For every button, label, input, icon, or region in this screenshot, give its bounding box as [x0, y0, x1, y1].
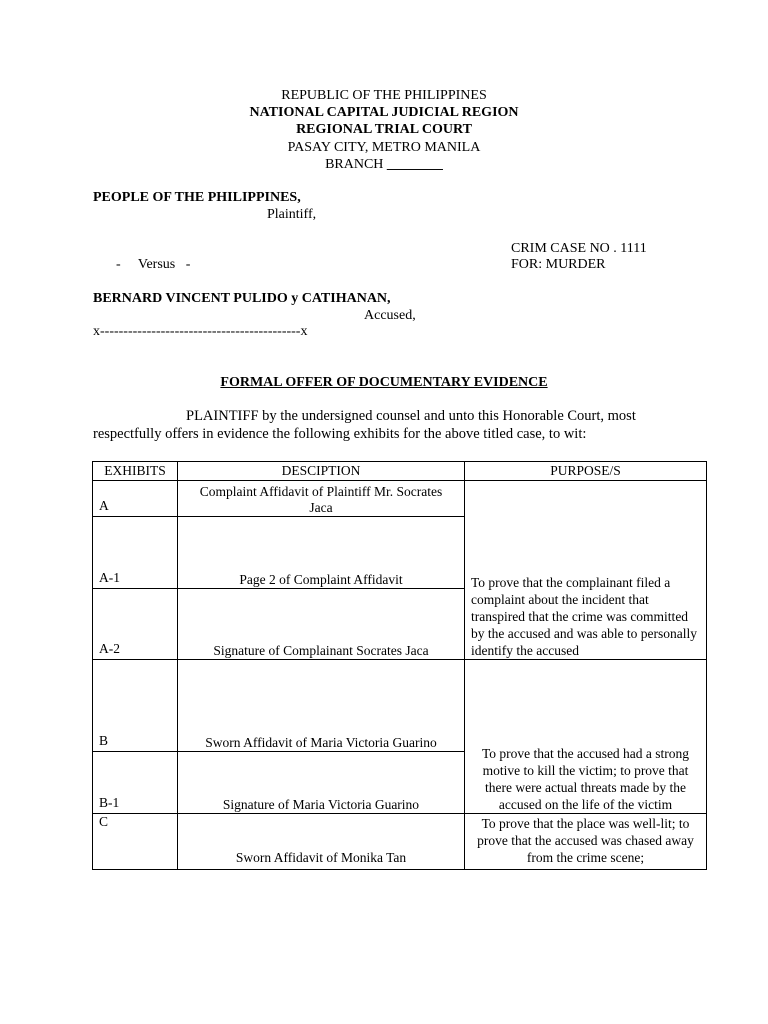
accused-name: BERNARD VINCENT PULIDO y CATIHANAN,: [93, 291, 391, 306]
description-cell: Page 2 of Complaint Affidavit: [178, 517, 465, 589]
purpose-text: To prove that the complainant filed a complaint about the incident that transpired that the crime was committed by the accused and was able to personally identify the accused: [471, 575, 698, 658]
caption-court: REGIONAL TRIAL COURT: [296, 122, 472, 137]
plaintiff-name: PEOPLE OF THE PHILIPPINES,: [93, 190, 301, 205]
intro-line-1: PLAINTIFF by the undersigned counsel and unto this Honorable Court, most: [186, 408, 636, 424]
exhibit-cell: C: [93, 814, 178, 870]
table-header-row: [93, 462, 707, 481]
case-charge: FOR: MURDER: [511, 257, 606, 272]
exhibit-cell: B-1: [93, 752, 178, 814]
accused-role: Accused,: [364, 308, 416, 323]
description-cell: Signature of Complainant Socrates Jaca: [178, 589, 465, 660]
purpose-text: To prove that the place was well-lit; to prove that the accused was chased away from the crime scene;: [477, 816, 694, 865]
table-row: [93, 481, 707, 517]
case-number: CRIM CASE NO . 1111: [511, 241, 647, 256]
exhibit-cell: B: [93, 660, 178, 752]
plaintiff-role: Plaintiff,: [267, 207, 317, 222]
purpose-cell: [465, 814, 707, 870]
caption-divider: x-------------------------------------------x: [93, 324, 308, 339]
exhibit-cell: A-1: [93, 517, 178, 589]
exhibit-cell: A-2: [93, 589, 178, 660]
purpose-cell: [465, 660, 707, 814]
header-purposes: PURPOSE/S: [465, 462, 707, 481]
caption-region: NATIONAL CAPITAL JUDICIAL REGION: [249, 105, 519, 120]
branch-label: BRANCH: [325, 157, 384, 172]
caption-city: PASAY CITY, METRO MANILA: [287, 140, 481, 155]
exhibit-cell: A: [93, 481, 178, 517]
document-title: FORMAL OFFER OF DOCUMENTARY EVIDENCE: [220, 375, 548, 390]
table-row: [93, 814, 707, 870]
description-cell: Signature of Maria Victoria Guarino: [178, 752, 465, 814]
header-description: DESCIPTION: [178, 462, 465, 481]
table-row: [93, 660, 707, 752]
intro-line-2: respectfully offers in evidence the following exhibits for the above titled case, to wit:: [93, 426, 587, 442]
description-cell: Sworn Affidavit of Monika Tan: [178, 814, 465, 870]
branch-blank: ________: [386, 157, 443, 172]
caption-branch: [0, 156, 768, 173]
caption-republic: REPUBLIC OF THE PHILIPPINES: [281, 88, 487, 103]
purpose-text: To prove that the accused had a strong motive to kill the victim; to prove that there were actual threats made by the accused on the life of the victim: [481, 746, 690, 812]
intro-paragraph: [93, 407, 708, 443]
description-cell: Complaint Affidavit of Plaintiff Mr. Socrates Jaca: [178, 481, 465, 517]
purpose-cell: [465, 481, 707, 660]
header-exhibits: EXHIBITS: [93, 462, 178, 481]
versus-label: - Versus -: [116, 257, 191, 272]
evidence-table: [92, 461, 707, 870]
description-cell: Sworn Affidavit of Maria Victoria Guarino: [178, 660, 465, 752]
